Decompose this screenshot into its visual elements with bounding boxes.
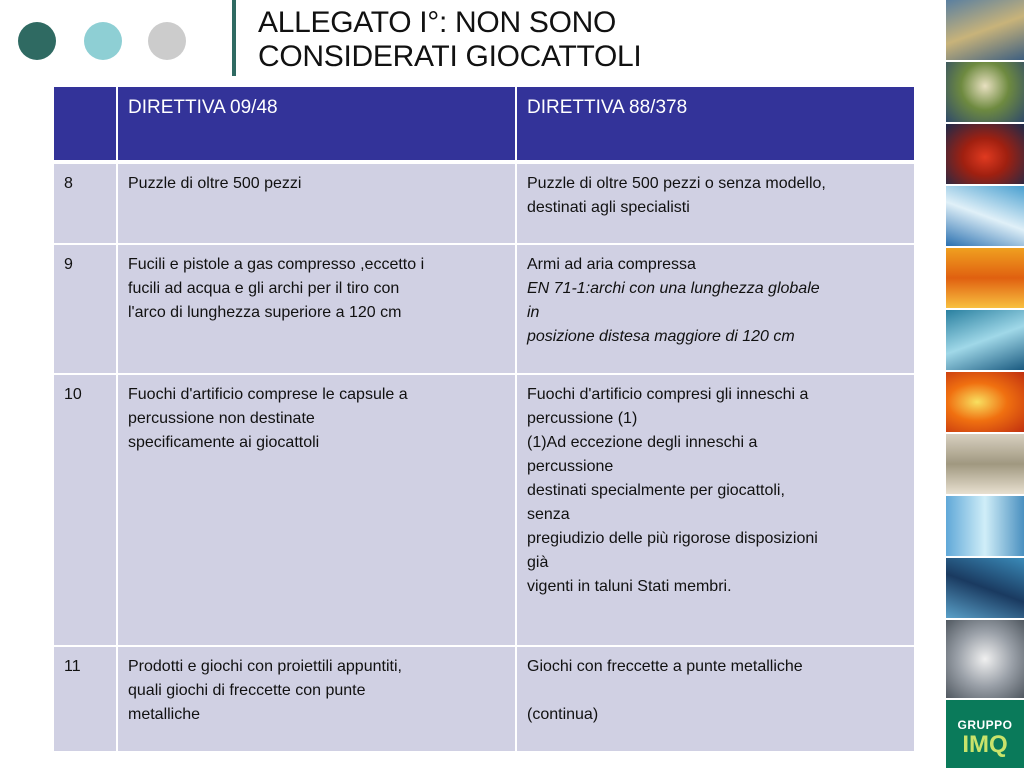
decorative-photo bbox=[946, 124, 1024, 184]
slide-title bbox=[258, 6, 918, 74]
cell-directive-09-48 bbox=[117, 374, 516, 646]
cell-text: Prodotti e giochi con proiettili appuntiti, bbox=[128, 658, 402, 675]
cell-text bbox=[527, 679, 904, 703]
cell-directive-09-48 bbox=[117, 162, 516, 244]
row-number: 11 bbox=[53, 646, 117, 752]
cell-text: destinati agli specialisti bbox=[527, 199, 690, 216]
cell-text: (continua) bbox=[527, 706, 599, 723]
cell-text: senza bbox=[527, 506, 570, 523]
header-directive-09-48: DIRETTIVA 09/48 bbox=[117, 86, 516, 162]
decorative-dot-teal bbox=[84, 22, 122, 60]
decorative-dot-gray bbox=[148, 22, 186, 60]
comparison-table bbox=[52, 85, 916, 753]
cell-directive-09-48 bbox=[117, 646, 516, 752]
cell-text: Fucili e pistole a gas compresso ,eccetto i bbox=[128, 256, 425, 273]
cell-directive-88-378 bbox=[516, 646, 915, 752]
title-line-2: CONSIDERATI GIOCATTOLI bbox=[258, 40, 642, 73]
cell-text: Puzzle di oltre 500 pezzi bbox=[128, 175, 302, 192]
cell-text-italic: posizione distesa maggiore di 120 cm bbox=[527, 328, 795, 345]
cell-text: percussione bbox=[527, 458, 614, 475]
cell-text: l'arco di lunghezza superiore a 120 cm bbox=[128, 304, 402, 321]
decorative-photo bbox=[946, 310, 1024, 370]
header-number bbox=[53, 86, 117, 162]
cell-text: Giochi con freccette a punte metalliche bbox=[527, 658, 803, 675]
decorative-photo bbox=[946, 434, 1024, 494]
table-row bbox=[53, 374, 915, 646]
decorative-photo bbox=[946, 248, 1024, 308]
cell-directive-88-378 bbox=[516, 374, 915, 646]
imq-logo bbox=[946, 700, 1024, 768]
decorative-photo bbox=[946, 62, 1024, 122]
decorative-photo bbox=[946, 372, 1024, 432]
decorative-photo bbox=[946, 620, 1024, 698]
cell-text: già bbox=[527, 554, 549, 571]
decorative-photo bbox=[946, 186, 1024, 246]
cell-text: metalliche bbox=[128, 706, 201, 723]
cell-directive-09-48 bbox=[117, 244, 516, 374]
table-row bbox=[53, 162, 915, 244]
cell-text: percussione non destinate bbox=[128, 410, 315, 427]
cell-text: pregiudizio delle più rigorose disposizioni bbox=[527, 530, 818, 547]
row-number: 9 bbox=[53, 244, 117, 374]
decorative-dot-dark bbox=[18, 22, 56, 60]
row-number: 10 bbox=[53, 374, 117, 646]
table-header-row bbox=[53, 86, 915, 162]
header-directive-88-378: DIRETTIVA 88/378 bbox=[516, 86, 915, 162]
cell-text-italic: in bbox=[527, 304, 540, 321]
cell-text: Fuochi d'artificio compresi gli inneschi a bbox=[527, 386, 809, 403]
decorative-photo bbox=[946, 496, 1024, 556]
cell-text: destinati specialmente per giocattoli, bbox=[527, 482, 785, 499]
cell-text: (1)Ad eccezione degli inneschi a bbox=[527, 434, 758, 451]
decorative-photo bbox=[946, 558, 1024, 618]
table-row bbox=[53, 646, 915, 752]
logo-group-text: GRUPPO bbox=[957, 718, 1013, 732]
cell-text: quali giochi di freccette con punte bbox=[128, 682, 366, 699]
cell-text-italic: EN 71-1:archi con una lunghezza globale bbox=[527, 280, 820, 297]
decorative-image-strip bbox=[946, 0, 1024, 768]
row-number: 8 bbox=[53, 162, 117, 244]
cell-directive-88-378 bbox=[516, 244, 915, 374]
cell-text: vigenti in taluni Stati membri. bbox=[527, 578, 732, 595]
cell-text: percussione (1) bbox=[527, 410, 638, 427]
table-row bbox=[53, 244, 915, 374]
cell-text: specificamente ai giocattoli bbox=[128, 434, 320, 451]
cell-text: Armi ad aria compressa bbox=[527, 256, 696, 273]
title-line-1: ALLEGATO I°: NON SONO bbox=[258, 6, 617, 39]
logo-name-text: IMQ bbox=[962, 731, 1008, 758]
decorative-photo bbox=[946, 0, 1024, 60]
cell-directive-88-378 bbox=[516, 162, 915, 244]
cell-text: Fuochi d'artificio comprese le capsule a bbox=[128, 386, 408, 403]
cell-text: Puzzle di oltre 500 pezzi o senza modello, bbox=[527, 175, 826, 192]
title-divider bbox=[232, 0, 236, 76]
cell-text: fucili ad acqua e gli archi per il tiro con bbox=[128, 280, 400, 297]
